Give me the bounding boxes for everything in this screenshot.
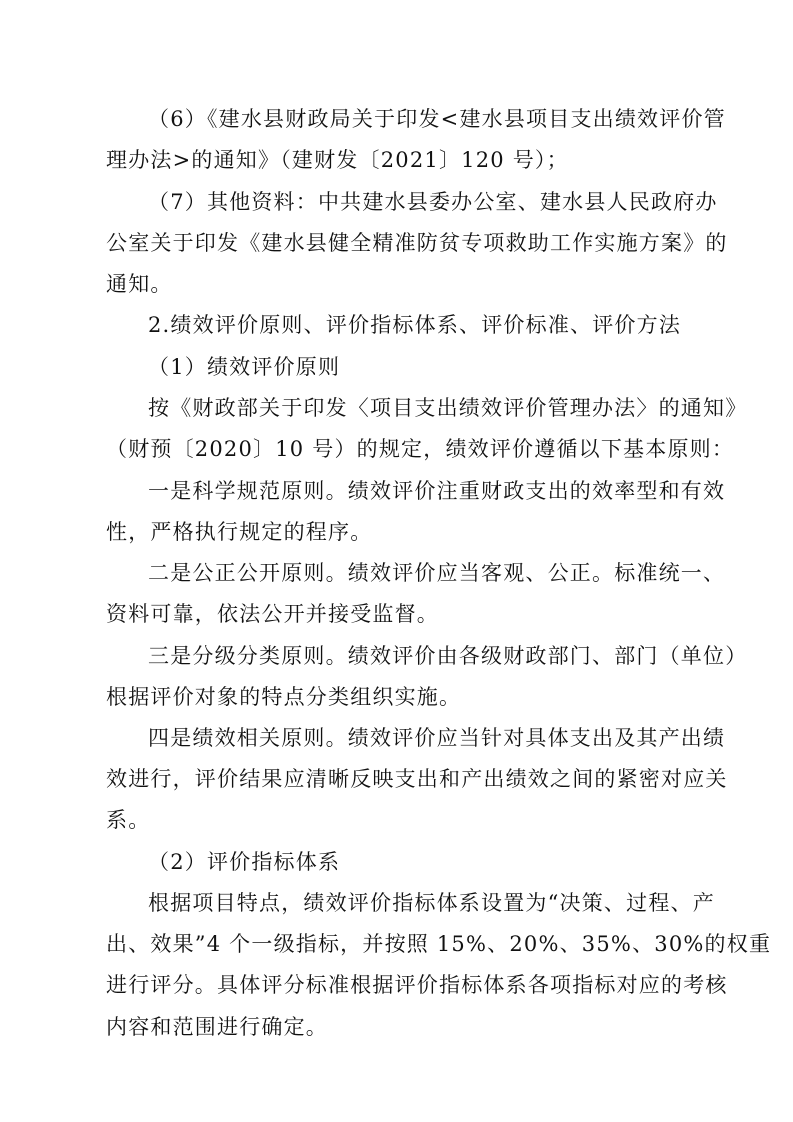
paragraph-principle-4-line-2: 效进行，评价结果应清晰反映支出和产出绩效之间的紧密对应关	[106, 767, 728, 791]
paragraph-item-6-line-2: 理办法>的通知》（建财发〔2021〕120 号）；	[106, 148, 569, 172]
paragraph-principle-4-line-1: 四是绩效相关原则。绩效评价应当针对具体支出及其产出绩	[148, 726, 726, 750]
paragraph-indicators-line-4: 内容和范围进行确定。	[106, 1015, 328, 1039]
paragraph-principle-3-line-1: 三是分级分类原则。绩效评价由各级财政部门、部门（单位）	[148, 644, 748, 668]
paragraph-principle-2-line-2: 资料可靠，依法公开并接受监督。	[106, 602, 439, 626]
paragraph-principle-2-line-1: 二是公正公开原则。绩效评价应当客观、公正。标准统一、	[148, 561, 726, 585]
paragraph-principle-3-line-2: 根据评价对象的特点分类组织实施。	[106, 685, 462, 709]
paragraph-principle-4-line-3: 系。	[106, 808, 151, 832]
paragraph-principles-intro-line-2: （财预〔2020〕10 号）的规定，绩效评价遵循以下基本原则：	[106, 437, 735, 461]
paragraph-item-7-line-1: （7）其他资料：中共建水县委办公室、建水县人民政府办	[148, 190, 718, 214]
paragraph-indicators-line-2: 出、效果”4 个一级指标，并按照 15%、20%、35%、30%的权重	[106, 932, 772, 956]
paragraph-principles-intro-line-1: 按《财政部关于印发〈项目支出绩效评价管理办法〉的通知》	[148, 396, 748, 420]
paragraph-item-7-line-3: 通知。	[106, 272, 173, 296]
subheading-evaluation-principles: （1）绩效评价原则	[148, 355, 341, 379]
paragraph-principle-1-line-1: 一是科学规范原则。绩效评价注重财政支出的效率型和有效	[148, 479, 726, 503]
section-heading-2: 2.绩效评价原则、评价指标体系、评价标准、评价方法	[148, 313, 682, 337]
paragraph-principle-1-line-2: 性，严格执行规定的程序。	[106, 520, 373, 544]
paragraph-item-7-line-2: 公室关于印发《建水县健全精准防贫专项救助工作实施方案》的	[106, 231, 728, 255]
paragraph-indicators-line-3: 进行评分。具体评分标准根据评价指标体系各项指标对应的考核	[106, 973, 728, 997]
paragraph-item-6-line-1: （6）《建水县财政局关于印发<建水县项目支出绩效评价管	[148, 107, 726, 131]
subheading-indicator-system: （2）评价指标体系	[148, 850, 341, 874]
paragraph-indicators-line-1: 根据项目特点，绩效评价指标体系设置为“决策、过程、产	[148, 891, 715, 915]
